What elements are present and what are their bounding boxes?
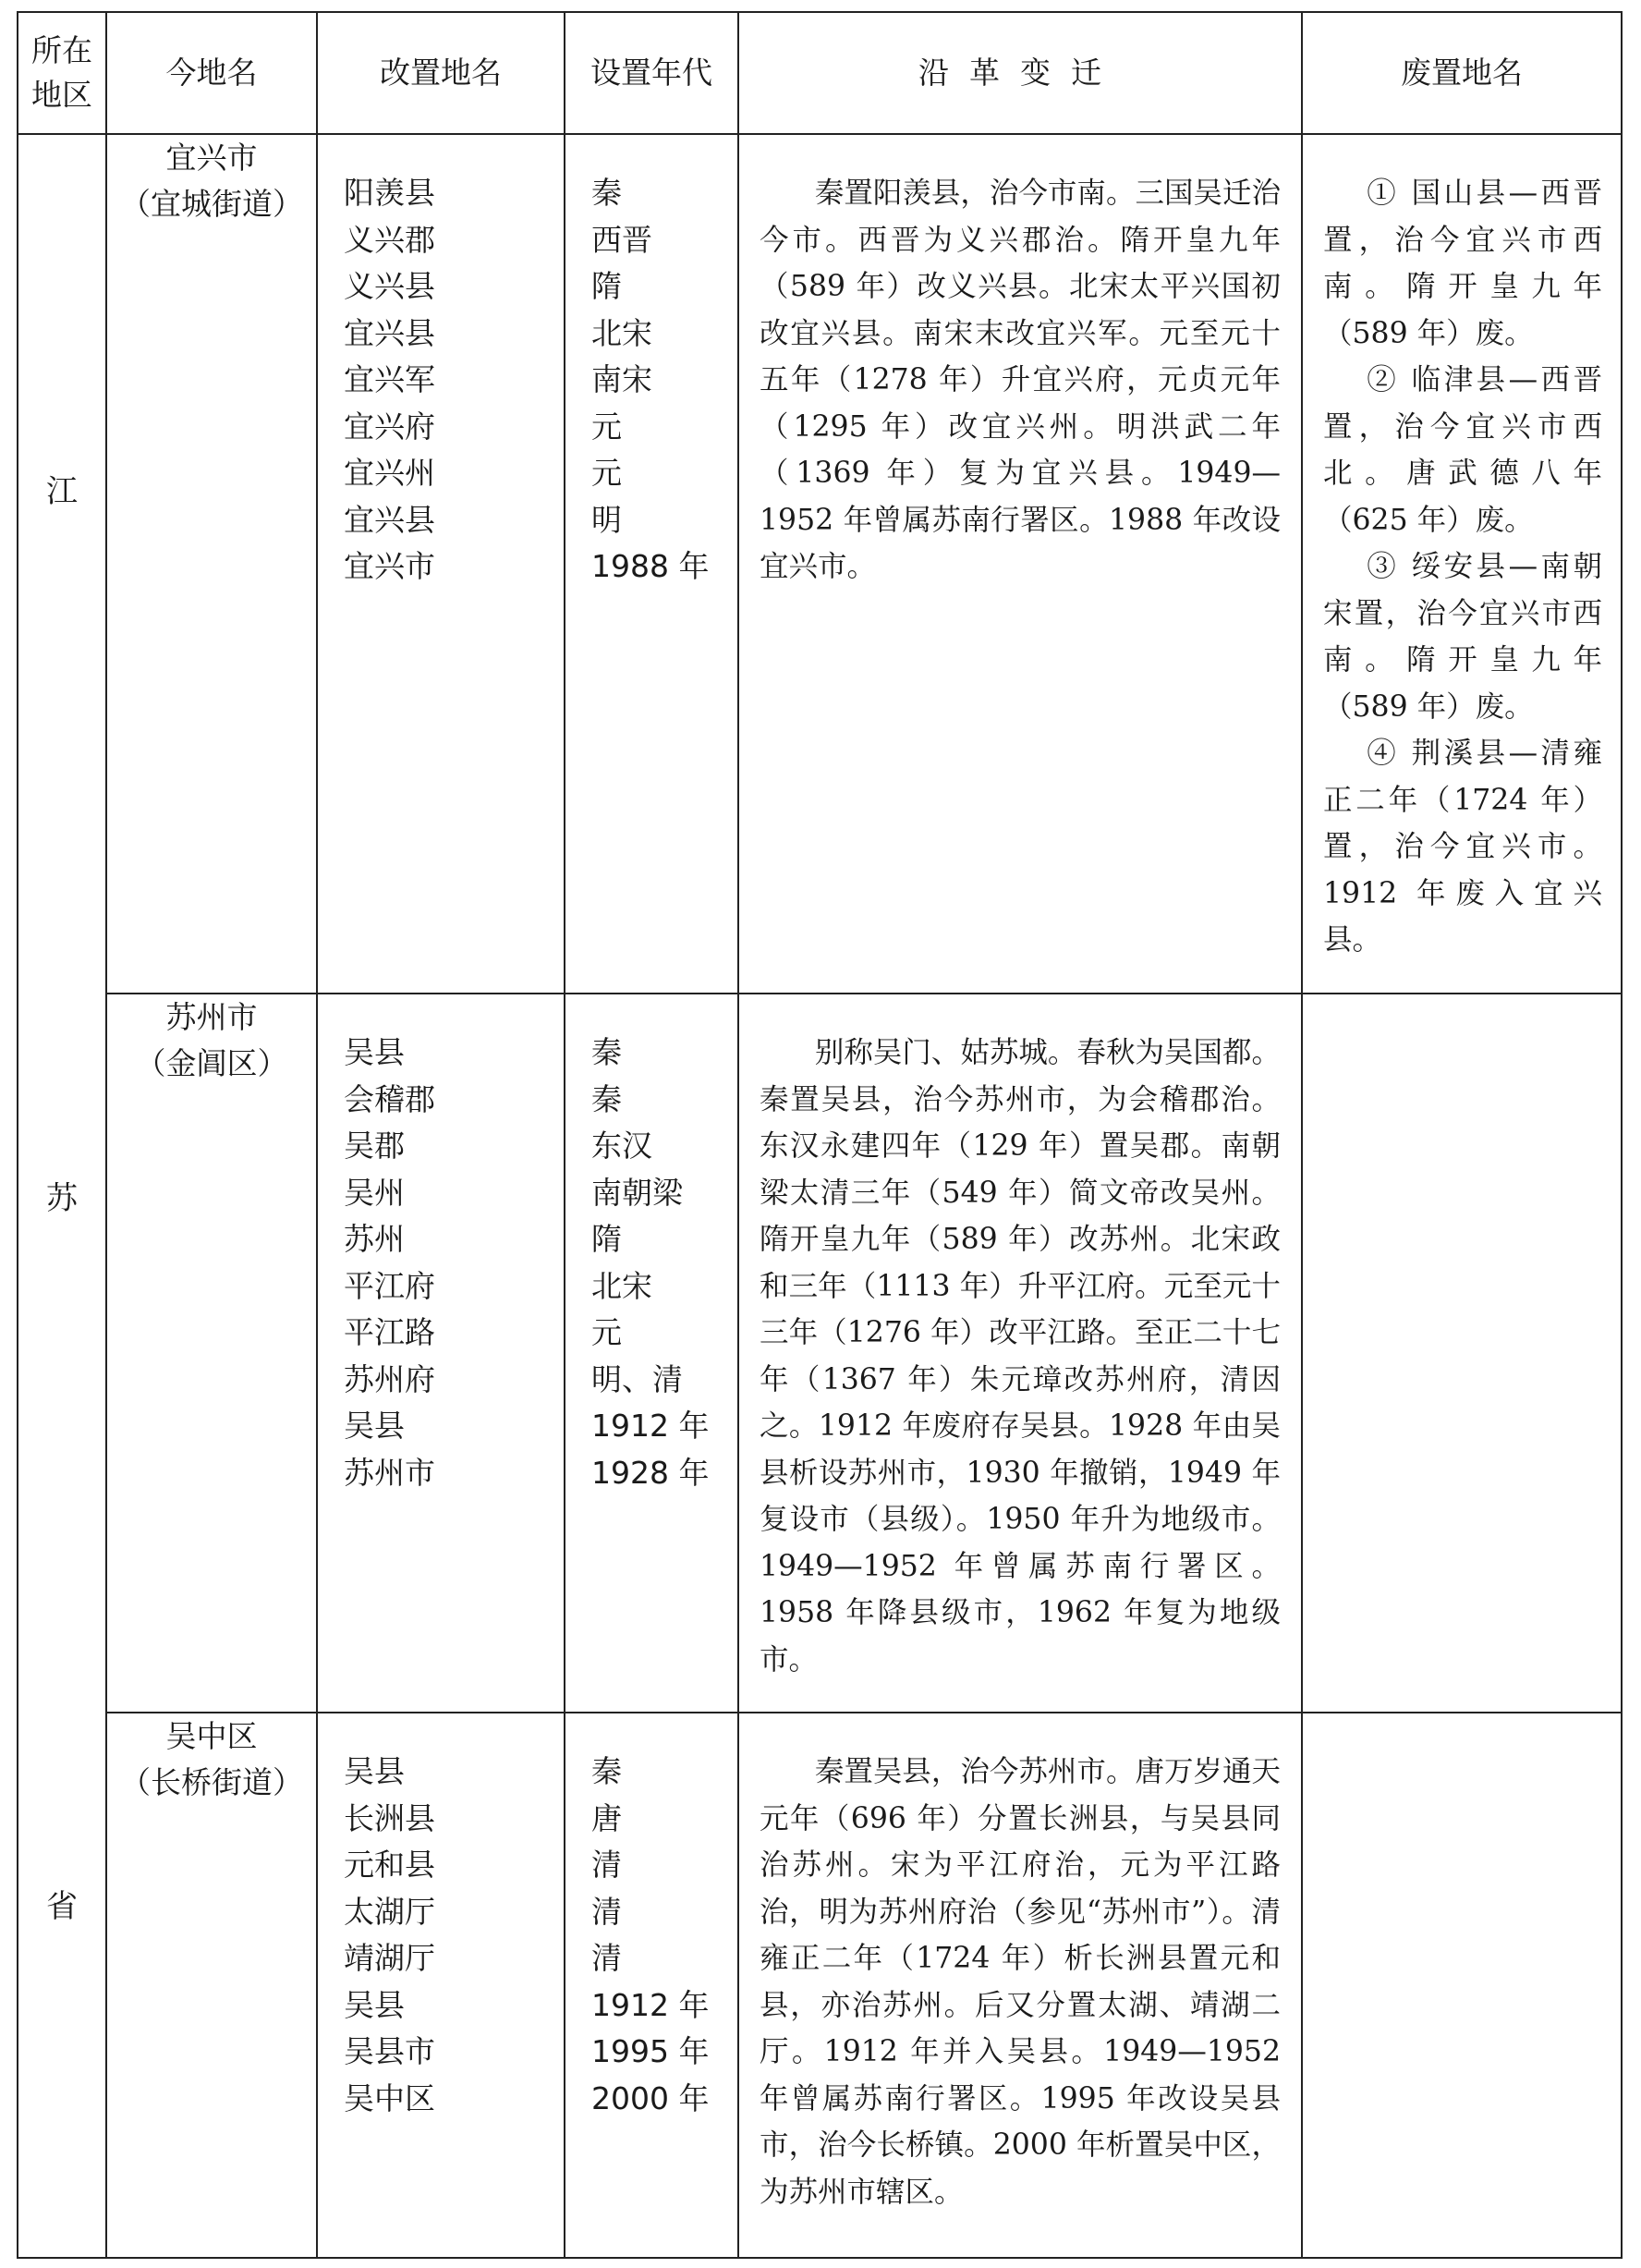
list-item: 吴县 — [344, 1753, 405, 1789]
list-item: 秦 — [591, 1034, 622, 1070]
list-item: 西晋 — [591, 221, 652, 258]
today-subname: （长桥街道） — [120, 1764, 303, 1800]
list-item: 吴郡 — [344, 1128, 405, 1164]
history-text: 秦置吴县，治今苏州市。唐万岁通天元年（696 年）分置长洲县，与吴县同治苏州。宋为平江府治，元为平江路治，明为苏州府治（参见“苏州市”）。清雍正二年（1724 年）析长洲县置元和县，亦治苏州。后又分置太湖、靖湖二厅。1912 年并入吴县。1949—1952 年曾属苏南行署区。1995 年改设吴县市，治今长桥镇。2000 年析置吴中区，为苏州市辖区。 — [760, 1755, 1281, 2209]
abolished-cell — [1302, 134, 1622, 994]
list-item: 隋 — [591, 268, 622, 304]
list-item: 秦 — [591, 1753, 622, 1789]
list-item: 平江府 — [344, 1267, 435, 1304]
history-text: 别称吴门、姑苏城。春秋为吴国都。秦置吴县，治今苏州市，为会稽郡治。东汉永建四年（129 年）置吴郡。南朝梁太清三年（549 年）简文帝改吴州。隋开皇九年（589 年）改苏州。北宋政和三年（1113 年）升平江府。元至元十三年（1276 年）改平江路。至正二十七年（1367 年）朱元璋改苏州府，清因之。1912 年废府存吴县。1928 年由吴县析设苏州市，1930 年撤销，1949 年复设市（县级）。1950 年升为地级市。1949—1952 年曾属苏南行署区。1958 年降县级市，1962 年复为地级市。 — [760, 1036, 1281, 1677]
list-item: 宜兴县 — [344, 314, 435, 351]
table-row — [18, 1713, 1622, 2258]
era-cell — [565, 994, 738, 1713]
list-item: 宜兴市 — [344, 548, 435, 584]
today-subname: （金阊区） — [135, 1045, 288, 1081]
region-cell — [18, 134, 106, 2258]
today-name: 苏州市 — [165, 999, 258, 1035]
list-item: 吴县 — [344, 1986, 405, 2023]
list-item: 明 — [591, 501, 622, 538]
header-region: 所在地区 — [18, 12, 106, 134]
list-item: 苏州 — [344, 1221, 405, 1257]
list-item: 平江路 — [344, 1314, 435, 1350]
history-cell — [738, 994, 1302, 1713]
list-item: 会稽郡 — [344, 1080, 435, 1117]
list-item: 靖湖厅 — [344, 1940, 435, 1976]
header-row — [18, 12, 1622, 134]
table-row — [18, 134, 1622, 994]
region-char: 江 — [46, 473, 78, 511]
today-subname: （宜城街道） — [120, 186, 303, 222]
history-cell — [738, 134, 1302, 994]
today-name-cell — [106, 994, 317, 1713]
list-item: 1912 年 — [591, 1986, 710, 2023]
list-item: 长洲县 — [344, 1799, 435, 1836]
list-item: 清 — [591, 1847, 622, 1883]
list-item: 元 — [591, 408, 622, 445]
list-item: 元 — [591, 1314, 622, 1350]
abolished-item: ① 国山县—西晋置，治今宜兴市西南。隋开皇九年（589 年）废。 — [1323, 177, 1602, 350]
list-item: 苏州市 — [344, 1454, 435, 1491]
list-item: 宜兴州 — [344, 455, 435, 491]
list-item: 清 — [591, 1893, 622, 1930]
list-item: 太湖厅 — [344, 1893, 435, 1930]
list-item: 2000 年 — [591, 2079, 710, 2116]
list-item: 唐 — [591, 1799, 622, 1836]
list-item: 1928 年 — [591, 1454, 710, 1491]
header-history: 沿革变迁 — [738, 12, 1302, 134]
header-today-name: 今地名 — [106, 12, 317, 134]
abolished-item: ④ 荆溪县—清雍正二年（1724 年）置，治今宜兴市。1912 年废入宜兴县。 — [1323, 737, 1602, 957]
list-item: 宜兴县 — [344, 501, 435, 538]
list-item: 义兴郡 — [344, 221, 435, 258]
list-item: 1988 年 — [591, 548, 710, 584]
today-name: 吴中区 — [165, 1718, 258, 1754]
list-item: 吴中区 — [344, 2079, 435, 2116]
list-item: 元 — [591, 455, 622, 491]
list-item: 阳羡县 — [344, 175, 435, 211]
list-item: 1995 年 — [591, 2033, 710, 2069]
list-item: 吴县 — [344, 1034, 405, 1070]
list-item: 北宋 — [591, 1267, 652, 1304]
changed-names-cell — [317, 1713, 565, 2258]
history-text: 秦置阳羡县，治今市南。三国吴迁治今市。西晋为义兴郡治。隋开皇九年（589 年）改义兴县。北宋太平兴国初改宜兴县。南宋末改宜兴军。元至元十五年（1278 年）升宜兴府，元贞元年（1295 年）改宜兴州。明洪武二年（1369 年）复为宜兴县。1949—1952 年曾属苏南行署区。1988 年改设宜兴市。 — [760, 177, 1281, 583]
list-item: 元和县 — [344, 1847, 435, 1883]
list-item: 明、清 — [591, 1360, 683, 1397]
list-item: 秦 — [591, 1080, 622, 1117]
list-item: 东汉 — [591, 1128, 652, 1164]
list-item: 1912 年 — [591, 1408, 710, 1444]
table-row — [18, 994, 1622, 1713]
history-table — [17, 11, 1623, 2259]
abolished-item: ② 临津县—西晋置，治今宜兴市西北。唐武德八年（625 年）废。 — [1323, 363, 1602, 537]
list-item: 吴州 — [344, 1174, 405, 1211]
region-char: 省 — [46, 1887, 78, 1925]
header-changed-name: 改置地名 — [317, 12, 565, 134]
abolished-cell — [1302, 994, 1622, 1713]
header-era: 设置年代 — [565, 12, 738, 134]
abolished-item: ③ 绥安县—南朝宋置，治今宜兴市西南。隋开皇九年（589 年）废。 — [1323, 550, 1602, 724]
history-cell — [738, 1713, 1302, 2258]
list-item: 苏州府 — [344, 1360, 435, 1397]
list-item: 隋 — [591, 1221, 622, 1257]
list-item: 吴县 — [344, 1408, 405, 1444]
list-item: 秦 — [591, 175, 622, 211]
header-abolished: 废置地名 — [1302, 12, 1622, 134]
era-cell — [565, 1713, 738, 2258]
list-item: 义兴县 — [344, 268, 435, 304]
abolished-cell — [1302, 1713, 1622, 2258]
today-name-cell — [106, 134, 317, 994]
today-name-cell — [106, 1713, 317, 2258]
list-item: 南朝梁 — [591, 1174, 683, 1211]
list-item: 北宋 — [591, 314, 652, 351]
today-name: 宜兴市 — [165, 140, 258, 176]
era-cell — [565, 134, 738, 994]
list-item: 吴县市 — [344, 2033, 435, 2069]
list-item: 清 — [591, 1940, 622, 1976]
list-item: 宜兴军 — [344, 361, 435, 397]
region-char: 苏 — [46, 1180, 78, 1218]
list-item: 南宋 — [591, 361, 652, 397]
changed-names-cell — [317, 994, 565, 1713]
list-item: 宜兴府 — [344, 408, 435, 445]
changed-names-cell — [317, 134, 565, 994]
